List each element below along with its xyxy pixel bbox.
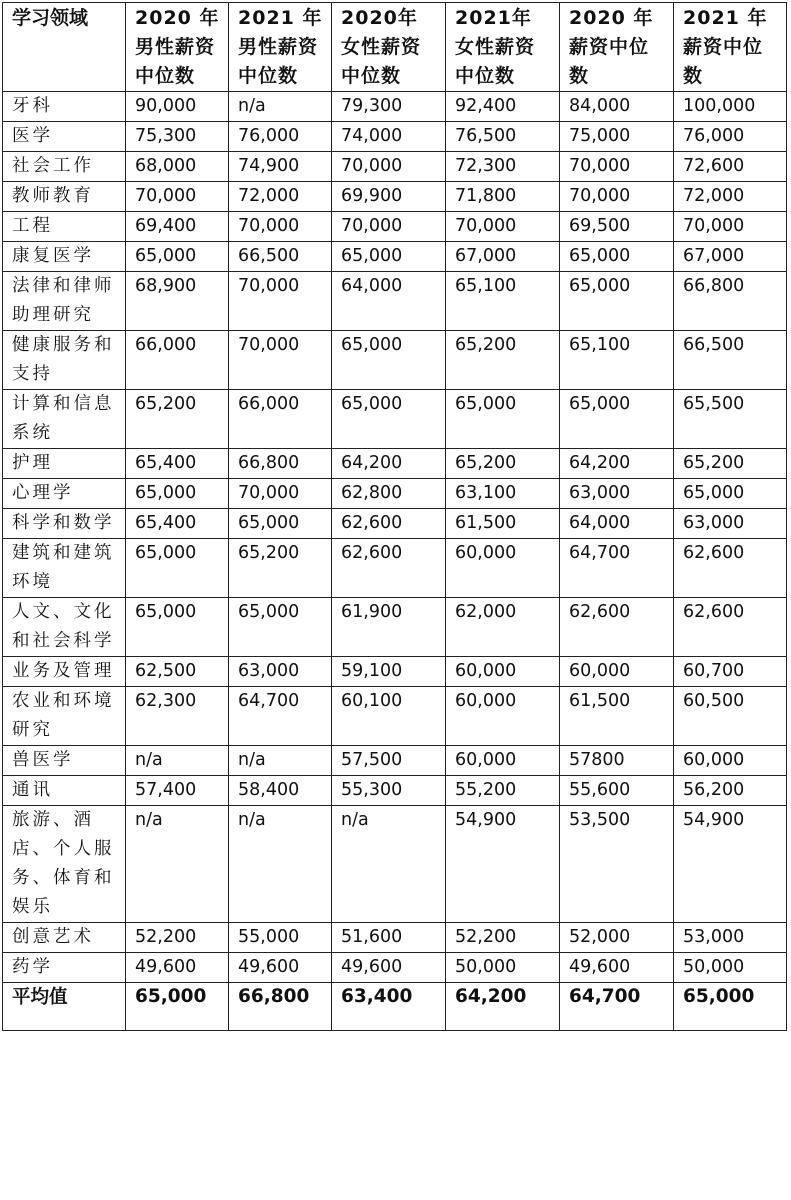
cell-all-2020: 65,000 — [560, 242, 674, 272]
cell-male-2021: 66,800 — [229, 449, 332, 479]
header-2020-all: 2020 年薪资中位数 — [560, 3, 674, 92]
cell-male-2020: 62,300 — [126, 687, 229, 746]
cell-female-2021: 65,200 — [446, 331, 560, 390]
cell-field: 工程 — [3, 212, 126, 242]
cell-all-2021: 63,000 — [674, 509, 787, 539]
cell-field: 平均值 — [3, 983, 126, 1031]
cell-female-2021: 60,000 — [446, 657, 560, 687]
cell-field: 通讯 — [3, 776, 126, 806]
cell-male-2020: 65,000 — [126, 598, 229, 657]
cell-field: 心理学 — [3, 479, 126, 509]
cell-male-2021: 70,000 — [229, 479, 332, 509]
cell-field: 教师教育 — [3, 182, 126, 212]
cell-all-2020: 70,000 — [560, 182, 674, 212]
cell-male-2020: 49,600 — [126, 953, 229, 983]
cell-all-2021: 76,000 — [674, 122, 787, 152]
cell-all-2021: 70,000 — [674, 212, 787, 242]
cell-all-2020: 64,700 — [560, 983, 674, 1031]
cell-male-2020: 65,000 — [126, 242, 229, 272]
cell-female-2020: 65,000 — [332, 242, 446, 272]
table-row — [3, 687, 787, 746]
cell-all-2020: 69,500 — [560, 212, 674, 242]
cell-all-2020: 62,600 — [560, 598, 674, 657]
cell-all-2020: 64,700 — [560, 539, 674, 598]
cell-all-2020: 65,100 — [560, 331, 674, 390]
cell-male-2020: 62,500 — [126, 657, 229, 687]
cell-male-2021: 66,000 — [229, 390, 332, 449]
cell-all-2021: 65,500 — [674, 390, 787, 449]
header-2020-female: 2020年女性薪资中位数 — [332, 3, 446, 92]
cell-male-2021: 58,400 — [229, 776, 332, 806]
header-field: 学习领域 — [3, 3, 126, 92]
cell-female-2021: 60,000 — [446, 539, 560, 598]
table-row — [3, 598, 787, 657]
cell-all-2021: 62,600 — [674, 598, 787, 657]
cell-female-2020: 62,600 — [332, 509, 446, 539]
header-2021-all: 2021 年薪资中位数 — [674, 3, 787, 92]
cell-male-2020: 70,000 — [126, 182, 229, 212]
table-row — [3, 776, 787, 806]
cell-all-2021: 60,500 — [674, 687, 787, 746]
table-row — [3, 92, 787, 122]
cell-all-2020: 65,000 — [560, 390, 674, 449]
cell-all-2020: 75,000 — [560, 122, 674, 152]
cell-field: 农业和环境研究 — [3, 687, 126, 746]
cell-field: 人文、文化和社会科学 — [3, 598, 126, 657]
cell-male-2021: 66,500 — [229, 242, 332, 272]
cell-all-2020: 64,000 — [560, 509, 674, 539]
table-row — [3, 242, 787, 272]
cell-all-2021: 65,000 — [674, 983, 787, 1031]
cell-female-2020: 57,500 — [332, 746, 446, 776]
cell-field: 创意艺术 — [3, 923, 126, 953]
cell-male-2021: n/a — [229, 746, 332, 776]
cell-female-2021: 71,800 — [446, 182, 560, 212]
cell-female-2021: 50,000 — [446, 953, 560, 983]
table-row — [3, 212, 787, 242]
cell-male-2020: 65,000 — [126, 983, 229, 1031]
cell-female-2021: 67,000 — [446, 242, 560, 272]
cell-female-2021: 65,000 — [446, 390, 560, 449]
cell-male-2021: 70,000 — [229, 272, 332, 331]
cell-all-2020: 84,000 — [560, 92, 674, 122]
cell-female-2020: 62,800 — [332, 479, 446, 509]
cell-male-2021: 70,000 — [229, 212, 332, 242]
cell-female-2021: 64,200 — [446, 983, 560, 1031]
cell-field: 健康服务和支持 — [3, 331, 126, 390]
cell-male-2020: 75,300 — [126, 122, 229, 152]
cell-female-2021: 65,200 — [446, 449, 560, 479]
table-row — [3, 182, 787, 212]
table-row — [3, 746, 787, 776]
cell-female-2021: 60,000 — [446, 687, 560, 746]
cell-all-2020: 64,200 — [560, 449, 674, 479]
cell-male-2021: 66,800 — [229, 983, 332, 1031]
cell-female-2020: 59,100 — [332, 657, 446, 687]
cell-field: 护理 — [3, 449, 126, 479]
cell-female-2020: 49,600 — [332, 953, 446, 983]
cell-female-2021: 70,000 — [446, 212, 560, 242]
cell-female-2020: 62,600 — [332, 539, 446, 598]
average-row — [3, 983, 787, 1031]
cell-female-2020: n/a — [332, 806, 446, 923]
header-2020-male: 2020 年男性薪资中位数 — [126, 3, 229, 92]
cell-male-2020: 90,000 — [126, 92, 229, 122]
table-row — [3, 953, 787, 983]
table-row — [3, 479, 787, 509]
cell-male-2020: 65,000 — [126, 479, 229, 509]
cell-male-2021: 49,600 — [229, 953, 332, 983]
cell-field: 医学 — [3, 122, 126, 152]
cell-female-2020: 64,200 — [332, 449, 446, 479]
cell-male-2020: 65,200 — [126, 390, 229, 449]
cell-field: 药学 — [3, 953, 126, 983]
cell-all-2020: 55,600 — [560, 776, 674, 806]
header-row — [3, 3, 787, 92]
cell-male-2021: 76,000 — [229, 122, 332, 152]
cell-all-2021: 50,000 — [674, 953, 787, 983]
cell-female-2021: 72,300 — [446, 152, 560, 182]
cell-female-2021: 55,200 — [446, 776, 560, 806]
cell-male-2021: 63,000 — [229, 657, 332, 687]
cell-female-2021: 62,000 — [446, 598, 560, 657]
cell-all-2021: 53,000 — [674, 923, 787, 953]
cell-male-2021: 65,200 — [229, 539, 332, 598]
salary-table — [2, 2, 787, 1031]
cell-female-2020: 51,600 — [332, 923, 446, 953]
cell-male-2020: 57,400 — [126, 776, 229, 806]
cell-female-2020: 65,000 — [332, 331, 446, 390]
cell-male-2020: 68,000 — [126, 152, 229, 182]
cell-all-2021: 56,200 — [674, 776, 787, 806]
cell-male-2020: n/a — [126, 746, 229, 776]
cell-all-2021: 60,700 — [674, 657, 787, 687]
cell-male-2020: 69,400 — [126, 212, 229, 242]
table-row — [3, 539, 787, 598]
table-row — [3, 390, 787, 449]
cell-female-2020: 60,100 — [332, 687, 446, 746]
cell-all-2021: 65,000 — [674, 479, 787, 509]
table-row — [3, 331, 787, 390]
cell-field: 建筑和建筑环境 — [3, 539, 126, 598]
cell-female-2021: 54,900 — [446, 806, 560, 923]
cell-field: 兽医学 — [3, 746, 126, 776]
cell-all-2021: 65,200 — [674, 449, 787, 479]
cell-all-2020: 53,500 — [560, 806, 674, 923]
cell-field: 社会工作 — [3, 152, 126, 182]
table-row — [3, 923, 787, 953]
cell-all-2021: 54,900 — [674, 806, 787, 923]
cell-female-2021: 61,500 — [446, 509, 560, 539]
cell-female-2020: 79,300 — [332, 92, 446, 122]
cell-male-2021: 72,000 — [229, 182, 332, 212]
cell-male-2021: 70,000 — [229, 331, 332, 390]
cell-male-2020: 66,000 — [126, 331, 229, 390]
cell-all-2020: 52,000 — [560, 923, 674, 953]
table-row — [3, 509, 787, 539]
cell-all-2021: 60,000 — [674, 746, 787, 776]
cell-all-2021: 66,800 — [674, 272, 787, 331]
table-row — [3, 272, 787, 331]
cell-all-2021: 72,000 — [674, 182, 787, 212]
cell-all-2021: 66,500 — [674, 331, 787, 390]
cell-all-2020: 65,000 — [560, 272, 674, 331]
table-row — [3, 657, 787, 687]
cell-female-2021: 60,000 — [446, 746, 560, 776]
cell-all-2021: 72,600 — [674, 152, 787, 182]
table-row — [3, 806, 787, 923]
cell-female-2020: 55,300 — [332, 776, 446, 806]
cell-female-2020: 74,000 — [332, 122, 446, 152]
cell-field: 科学和数学 — [3, 509, 126, 539]
header-2021-male: 2021 年男性薪资中位数 — [229, 3, 332, 92]
cell-male-2020: 65,400 — [126, 449, 229, 479]
table-body — [3, 92, 787, 1031]
cell-all-2021: 62,600 — [674, 539, 787, 598]
cell-female-2020: 63,400 — [332, 983, 446, 1031]
cell-female-2020: 70,000 — [332, 212, 446, 242]
cell-male-2021: 55,000 — [229, 923, 332, 953]
cell-female-2020: 69,900 — [332, 182, 446, 212]
cell-field: 旅游、酒店、个人服务、体育和娱乐 — [3, 806, 126, 923]
cell-all-2020: 60,000 — [560, 657, 674, 687]
cell-male-2020: 65,000 — [126, 539, 229, 598]
cell-female-2021: 52,200 — [446, 923, 560, 953]
cell-field: 计算和信息系统 — [3, 390, 126, 449]
table-row — [3, 449, 787, 479]
cell-male-2020: 68,900 — [126, 272, 229, 331]
cell-female-2020: 70,000 — [332, 152, 446, 182]
cell-male-2020: n/a — [126, 806, 229, 923]
cell-male-2021: n/a — [229, 806, 332, 923]
table-row — [3, 122, 787, 152]
cell-field: 法律和律师助理研究 — [3, 272, 126, 331]
cell-male-2021: n/a — [229, 92, 332, 122]
cell-male-2021: 65,000 — [229, 598, 332, 657]
cell-field: 业务及管理 — [3, 657, 126, 687]
cell-male-2021: 74,900 — [229, 152, 332, 182]
cell-all-2020: 70,000 — [560, 152, 674, 182]
cell-all-2020: 63,000 — [560, 479, 674, 509]
cell-all-2021: 67,000 — [674, 242, 787, 272]
cell-female-2021: 63,100 — [446, 479, 560, 509]
cell-male-2021: 64,700 — [229, 687, 332, 746]
cell-all-2020: 49,600 — [560, 953, 674, 983]
cell-male-2020: 65,400 — [126, 509, 229, 539]
table-row — [3, 152, 787, 182]
cell-female-2021: 76,500 — [446, 122, 560, 152]
cell-all-2020: 61,500 — [560, 687, 674, 746]
cell-all-2020: 57800 — [560, 746, 674, 776]
cell-female-2020: 64,000 — [332, 272, 446, 331]
cell-female-2021: 92,400 — [446, 92, 560, 122]
cell-field: 康复医学 — [3, 242, 126, 272]
cell-female-2020: 61,900 — [332, 598, 446, 657]
cell-all-2021: 100,000 — [674, 92, 787, 122]
cell-female-2021: 65,100 — [446, 272, 560, 331]
cell-field: 牙科 — [3, 92, 126, 122]
cell-female-2020: 65,000 — [332, 390, 446, 449]
header-2021-female: 2021年女性薪资中位数 — [446, 3, 560, 92]
cell-male-2021: 65,000 — [229, 509, 332, 539]
cell-male-2020: 52,200 — [126, 923, 229, 953]
